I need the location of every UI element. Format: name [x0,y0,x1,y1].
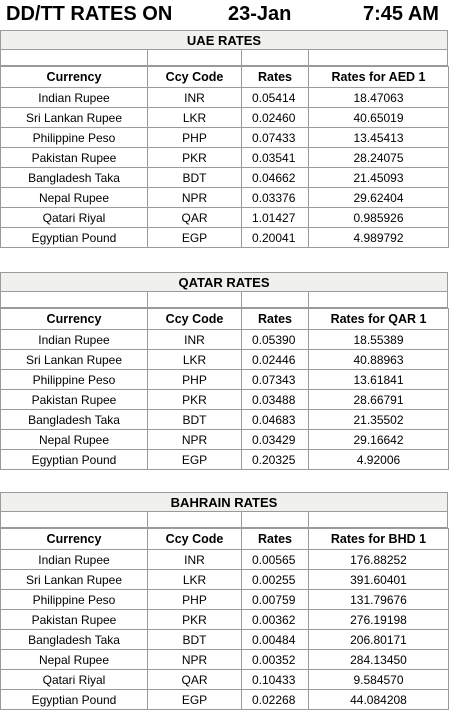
converted-rate: 391.60401 [309,570,449,590]
table-row [1,390,449,410]
rate-value: 1.01427 [242,208,309,228]
rates-header: Rates [242,529,309,550]
ccy-code-header: Ccy Code [148,309,242,330]
rate-value: 0.05414 [242,88,309,108]
rate-value: 0.00759 [242,590,309,610]
currency-name: Indian Rupee [1,550,148,570]
currency-name: Philippine Peso [1,590,148,610]
rate-value: 0.04683 [242,410,309,430]
section-title: BAHRAIN RATES [0,492,448,512]
converted-rate: 13.61841 [309,370,449,390]
rate-value: 0.00352 [242,650,309,670]
currency-name: Qatari Riyal [1,670,148,690]
converted-rate: 206.80171 [309,630,449,650]
converted-rate: 29.16642 [309,430,449,450]
converted-rate: 276.19198 [309,610,449,630]
converted-rate: 18.47063 [309,88,449,108]
rates-table [0,308,449,470]
currency-code: QAR [148,208,242,228]
spacer-row [0,50,448,66]
table-row [1,450,449,470]
table-header-row [1,67,449,88]
ccy-code-header: Ccy Code [148,529,242,550]
table-row [1,108,449,128]
rate-value: 0.00362 [242,610,309,630]
currency-name: Bangladesh Taka [1,630,148,650]
converted-rate: 4.92006 [309,450,449,470]
converted-rate: 40.88963 [309,350,449,370]
currency-name: Egyptian Pound [1,690,148,710]
table-row [1,168,449,188]
currency-name: Nepal Rupee [1,650,148,670]
bahrain-rates-section [0,492,448,710]
rate-value: 0.03429 [242,430,309,450]
spacer-row [0,512,448,528]
converted-rate: 4.989792 [309,228,449,248]
converted-rate: 21.35502 [309,410,449,430]
rate-value: 0.20325 [242,450,309,470]
currency-code: LKR [148,350,242,370]
table-row [1,88,449,108]
currency-code: NPR [148,650,242,670]
currency-name: Sri Lankan Rupee [1,570,148,590]
currency-code: BDT [148,410,242,430]
rate-value: 0.02268 [242,690,309,710]
table-row [1,128,449,148]
currency-name: Philippine Peso [1,370,148,390]
qatar-rates-section [0,272,448,470]
currency-name: Bangladesh Taka [1,410,148,430]
currency-header: Currency [1,309,148,330]
currency-code: PKR [148,610,242,630]
currency-code: PKR [148,148,242,168]
table-header-row [1,529,449,550]
page-header [0,0,452,28]
converted-rate: 18.55389 [309,330,449,350]
currency-name: Pakistan Rupee [1,390,148,410]
currency-name: Indian Rupee [1,88,148,108]
rates-for-header: Rates for AED 1 [309,67,449,88]
currency-code: PHP [148,590,242,610]
currency-code: NPR [148,430,242,450]
rate-value: 0.07343 [242,370,309,390]
table-row [1,350,449,370]
converted-rate: 9.584570 [309,670,449,690]
rate-value: 0.00565 [242,550,309,570]
page-title: DD/TT RATES ON [6,3,173,25]
currency-code: BDT [148,168,242,188]
rate-value: 0.00255 [242,570,309,590]
rates-table [0,528,449,710]
rate-value: 0.02460 [242,108,309,128]
rate-value: 0.04662 [242,168,309,188]
currency-code: LKR [148,570,242,590]
converted-rate: 28.66791 [309,390,449,410]
currency-code: QAR [148,670,242,690]
converted-rate: 176.88252 [309,550,449,570]
currency-code: EGP [148,690,242,710]
table-row [1,630,449,650]
currency-name: Sri Lankan Rupee [1,350,148,370]
table-row [1,410,449,430]
table-row [1,370,449,390]
currency-code: INR [148,550,242,570]
converted-rate: 131.79676 [309,590,449,610]
rate-value: 0.20041 [242,228,309,248]
rates-date: 23-Jan [228,3,292,25]
currency-code: PKR [148,390,242,410]
table-header-row [1,309,449,330]
currency-name: Qatari Riyal [1,208,148,228]
table-row [1,188,449,208]
rate-value: 0.02446 [242,350,309,370]
currency-code: NPR [148,188,242,208]
currency-name: Egyptian Pound [1,228,148,248]
rate-value: 0.05390 [242,330,309,350]
rate-value: 0.03541 [242,148,309,168]
currency-code: EGP [148,228,242,248]
rates-header: Rates [242,309,309,330]
currency-code: PHP [148,370,242,390]
section-title: QATAR RATES [0,272,448,292]
converted-rate: 29.62404 [309,188,449,208]
converted-rate: 21.45093 [309,168,449,188]
currency-name: Pakistan Rupee [1,148,148,168]
table-row [1,550,449,570]
table-row [1,430,449,450]
currency-name: Nepal Rupee [1,430,148,450]
table-row [1,670,449,690]
table-row [1,590,449,610]
currency-code: INR [148,330,242,350]
rates-for-header: Rates for BHD 1 [309,529,449,550]
table-row [1,650,449,670]
currency-code: INR [148,88,242,108]
rates-table [0,66,449,248]
rates-time: 7:45 AM [363,3,439,25]
rate-value: 0.00484 [242,630,309,650]
converted-rate: 13.45413 [309,128,449,148]
currency-name: Bangladesh Taka [1,168,148,188]
rates-header: Rates [242,67,309,88]
section-title: UAE RATES [0,30,448,50]
table-row [1,148,449,168]
currency-code: EGP [148,450,242,470]
table-row [1,330,449,350]
currency-code: PHP [148,128,242,148]
currency-name: Philippine Peso [1,128,148,148]
rates-for-header: Rates for QAR 1 [309,309,449,330]
currency-name: Pakistan Rupee [1,610,148,630]
currency-code: LKR [148,108,242,128]
currency-name: Egyptian Pound [1,450,148,470]
rate-value: 0.03488 [242,390,309,410]
converted-rate: 40.65019 [309,108,449,128]
converted-rate: 28.24075 [309,148,449,168]
table-row [1,228,449,248]
ccy-code-header: Ccy Code [148,67,242,88]
uae-rates-section [0,30,448,248]
rate-value: 0.03376 [242,188,309,208]
currency-code: BDT [148,630,242,650]
rate-value: 0.10433 [242,670,309,690]
currency-name: Nepal Rupee [1,188,148,208]
currency-header: Currency [1,529,148,550]
table-row [1,208,449,228]
converted-rate: 284.13450 [309,650,449,670]
currency-name: Sri Lankan Rupee [1,108,148,128]
currency-name: Indian Rupee [1,330,148,350]
converted-rate: 0.985926 [309,208,449,228]
table-row [1,610,449,630]
converted-rate: 44.084208 [309,690,449,710]
spacer-row [0,292,448,308]
currency-header: Currency [1,67,148,88]
table-row [1,570,449,590]
table-row [1,690,449,710]
rate-value: 0.07433 [242,128,309,148]
